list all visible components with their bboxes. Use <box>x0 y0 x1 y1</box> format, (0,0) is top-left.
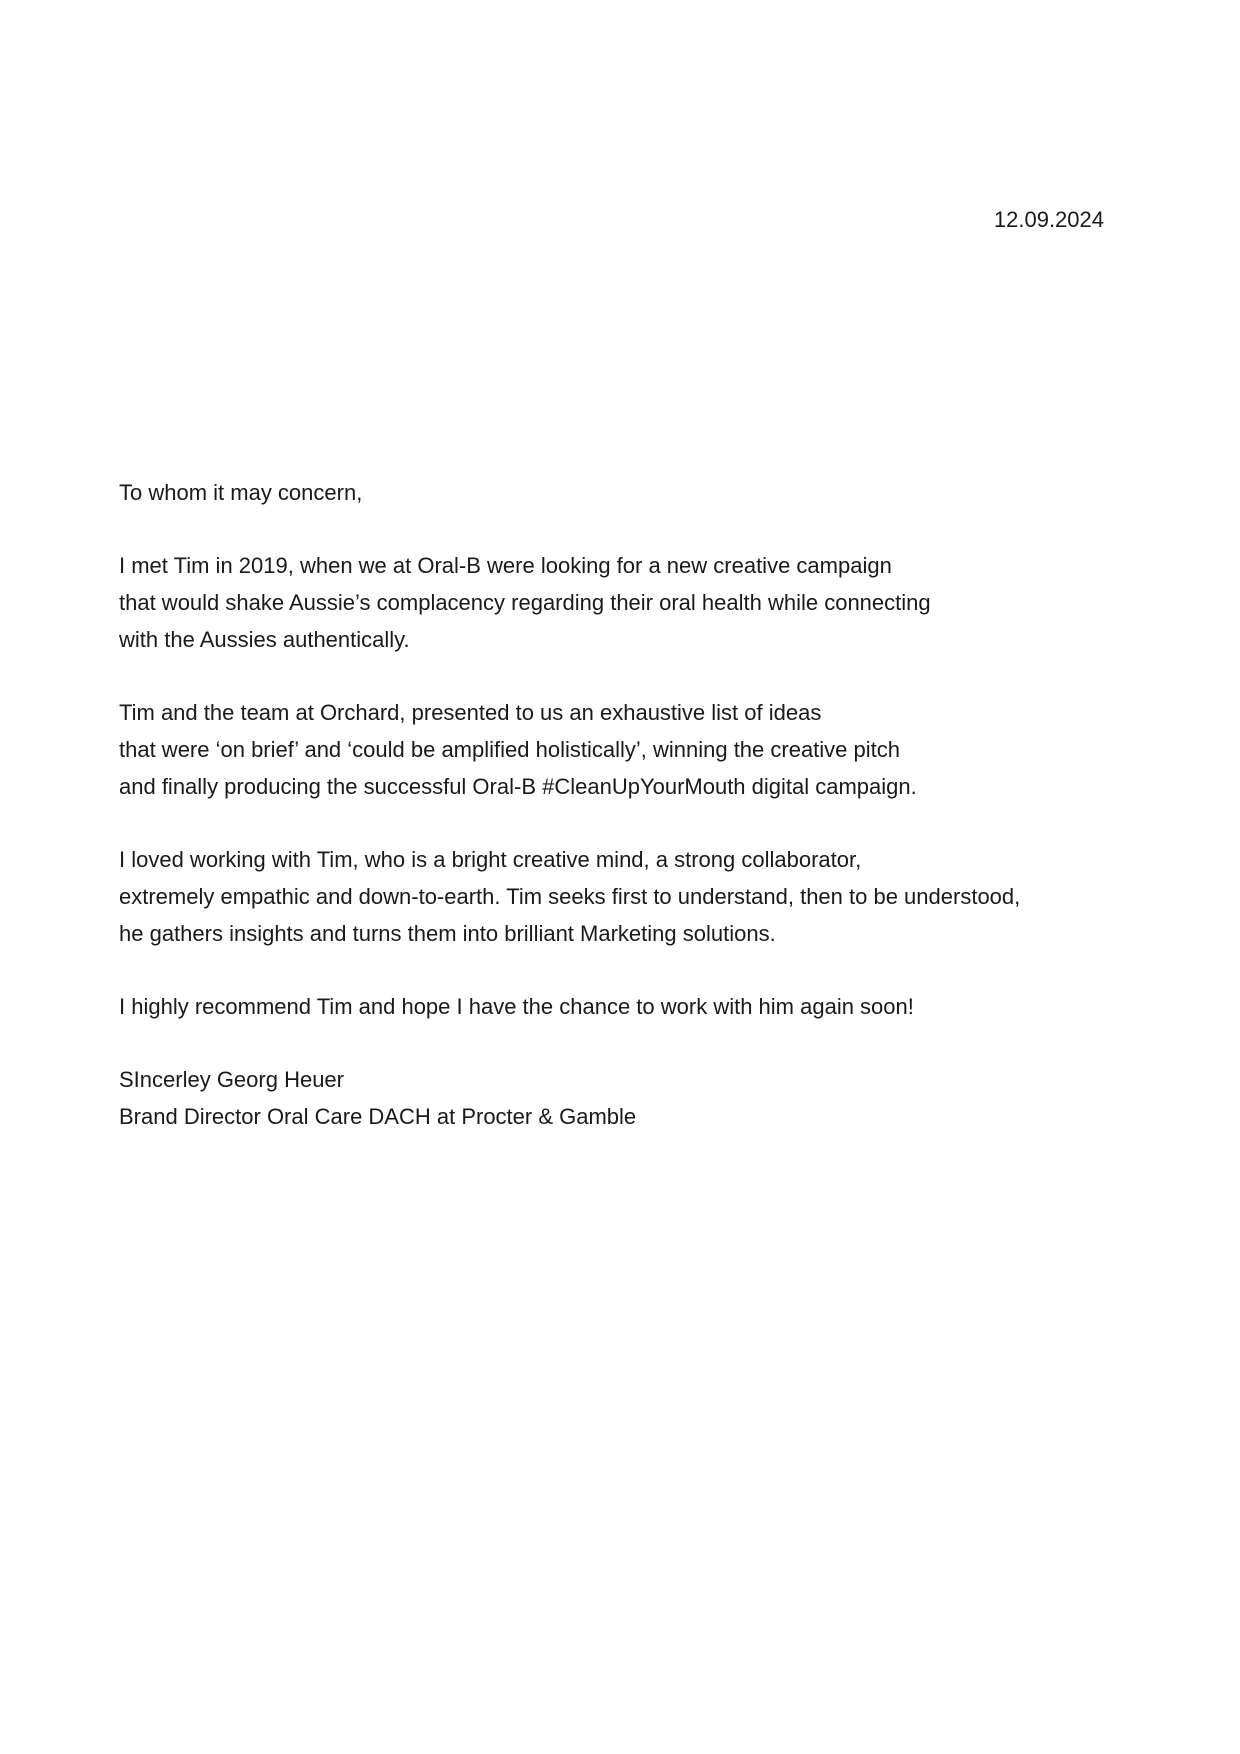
signature-title: Brand Director Oral Care DACH at Procter & Gamble <box>119 1104 637 1129</box>
signature-block <box>119 1061 1119 1135</box>
paragraph-line: extremely empathic and down-to-earth. Tim seeks first to understand, then to be understood, <box>119 884 1021 909</box>
paragraph-line: that would shake Aussie’s complacency regarding their oral health while connecting <box>119 590 931 615</box>
letter-date: 12.09.2024 <box>993 207 1104 232</box>
letter-body <box>119 474 1119 1171</box>
paragraph-line: with the Aussies authentically. <box>119 627 410 652</box>
paragraph-line: that were ‘on brief’ and ‘could be amplified holistically’, winning the creative pitch <box>119 737 900 762</box>
paragraph-praise <box>119 841 1119 952</box>
paragraph-line: I highly recommend Tim and hope I have the chance to work with him again soon! <box>119 994 914 1019</box>
paragraph-line: and finally producing the successful Oral-B #CleanUpYourMouth digital campaign. <box>119 774 917 799</box>
signature-name: SIncerley Georg Heuer <box>119 1067 344 1092</box>
paragraph-line: he gathers insights and turns them into brilliant Marketing solutions. <box>119 921 776 946</box>
paragraph-line: Tim and the team at Orchard, presented to us an exhaustive list of ideas <box>119 700 822 725</box>
paragraph-recommendation <box>119 988 1119 1025</box>
paragraph-line: I loved working with Tim, who is a bright creative mind, a strong collaborator, <box>119 847 862 872</box>
salutation-text: To whom it may concern, <box>119 480 363 505</box>
paragraph-line: I met Tim in 2019, when we at Oral-B were looking for a new creative campaign <box>119 553 892 578</box>
paragraph-campaign <box>119 694 1119 805</box>
paragraph-intro <box>119 547 1119 658</box>
salutation <box>119 474 1119 511</box>
